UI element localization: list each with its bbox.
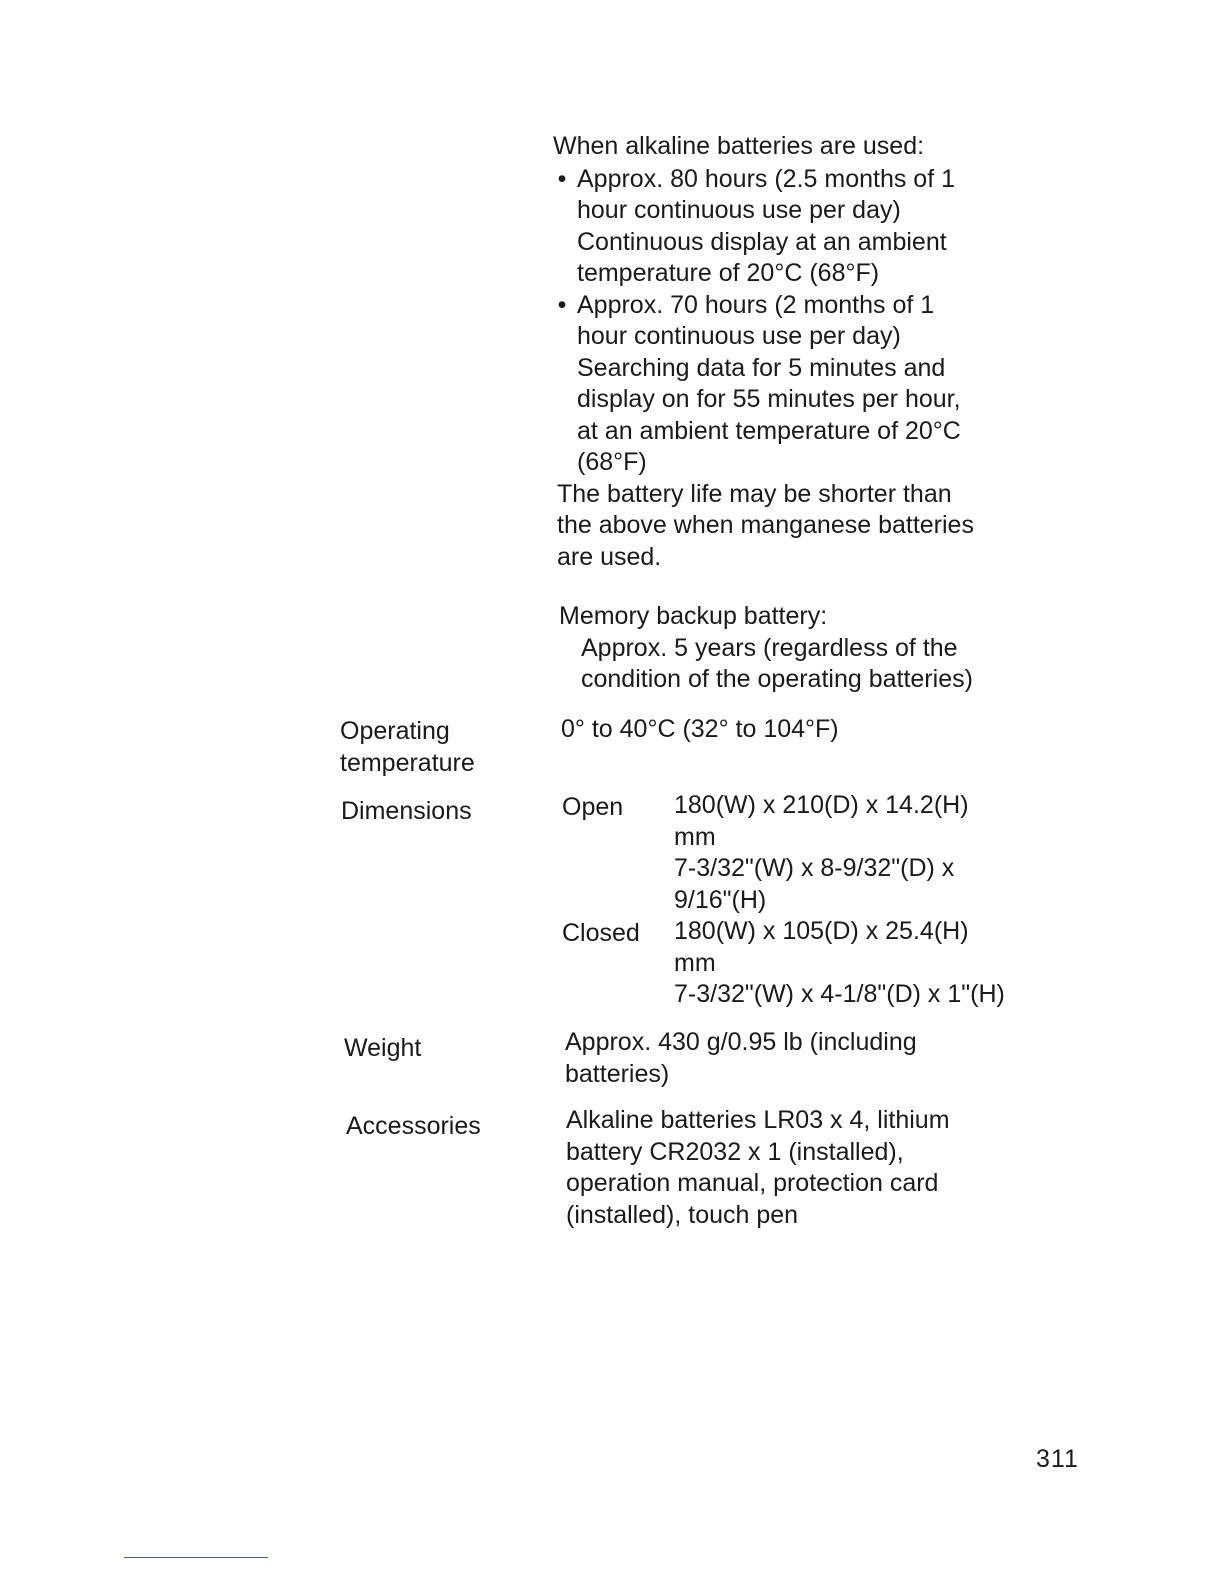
- dimensions-closed-value: [674, 916, 1005, 1011]
- manganese-note: [557, 479, 974, 574]
- note-line: the above when manganese batteries: [557, 511, 974, 539]
- memory-line: Approx. 5 years (regardless of the: [581, 633, 958, 662]
- label-line: Operating: [340, 717, 450, 745]
- value-line: 7-3/32"(W) x 8-9/32"(D) x: [674, 854, 955, 882]
- value-line: Alkaline batteries LR03 x 4, lithium: [566, 1106, 950, 1134]
- value-line: 7-3/32"(W) x 4-1/8"(D) x 1"(H): [674, 980, 1005, 1008]
- bullet-line: at an ambient temperature of 20°C: [577, 416, 961, 445]
- operating-temperature-value: [561, 714, 839, 746]
- page-number: 311: [1036, 1445, 1079, 1473]
- bullet-line: Approx. 70 hours (2 months of 1: [577, 290, 935, 319]
- bullet-line: display on for 55 minutes per hour,: [577, 385, 961, 413]
- memory-backup-section: [559, 601, 973, 696]
- value-line: operation manual, protection card: [566, 1169, 939, 1197]
- value-line: battery CR2032 x 1 (installed),: [566, 1137, 904, 1166]
- bullet-line: (68°F): [577, 448, 647, 476]
- accessories-value: [566, 1105, 950, 1231]
- dimensions-label: [341, 796, 472, 828]
- value-line: mm: [674, 822, 716, 851]
- value-line: 9/16"(H): [674, 885, 767, 914]
- weight-label: [344, 1033, 421, 1065]
- bullet-item-70-hours: [557, 290, 994, 479]
- alkaline-heading: When alkaline batteries are used:: [553, 132, 925, 160]
- value-line: (installed), touch pen: [566, 1200, 799, 1229]
- sub-label: Open: [562, 793, 624, 821]
- weight-value: [565, 1027, 917, 1090]
- memory-heading: Memory backup battery:: [559, 602, 828, 630]
- bullet-line: hour continuous use per day): [577, 322, 901, 350]
- bullet-item-80-hours: [557, 164, 994, 290]
- bullet-line: Continuous display at an ambient: [577, 227, 947, 256]
- label-line: Accessories: [346, 1112, 481, 1140]
- value-line: mm: [674, 948, 716, 977]
- dimensions-open-value: [674, 790, 969, 916]
- bullet-line: Approx. 80 hours (2.5 months of 1: [577, 164, 955, 193]
- note-line: are used.: [557, 542, 662, 571]
- bullet-line: hour continuous use per day): [577, 196, 901, 224]
- label-line: temperature: [340, 748, 475, 777]
- dimensions-open-label: [562, 792, 623, 824]
- memory-line: condition of the operating batteries): [581, 665, 973, 693]
- accessories-label: [346, 1111, 481, 1143]
- battery-life-section: [553, 131, 974, 573]
- note-line: The battery life may be shorter than: [557, 479, 952, 508]
- value-line: Approx. 430 g/0.95 lb (including: [565, 1028, 917, 1056]
- label-line: Weight: [344, 1034, 422, 1062]
- footer-rule: [124, 1557, 268, 1558]
- operating-temperature-label: [340, 716, 475, 779]
- bullet-marker: •: [557, 290, 567, 319]
- bullet-line: temperature of 20°C (68°F): [577, 259, 880, 287]
- value-line: 180(W) x 105(D) x 25.4(H): [674, 917, 969, 945]
- dimensions-closed-label: [562, 918, 640, 950]
- bullet-marker: •: [557, 164, 567, 193]
- value-line: batteries): [565, 1059, 670, 1088]
- value-line: 180(W) x 210(D) x 14.2(H): [674, 791, 969, 819]
- sub-label: Closed: [562, 919, 640, 947]
- value-line: 0° to 40°C (32° to 104°F): [561, 715, 839, 743]
- bullet-line: Searching data for 5 minutes and: [577, 353, 946, 382]
- memory-detail: [581, 633, 973, 696]
- label-line: Dimensions: [341, 797, 472, 825]
